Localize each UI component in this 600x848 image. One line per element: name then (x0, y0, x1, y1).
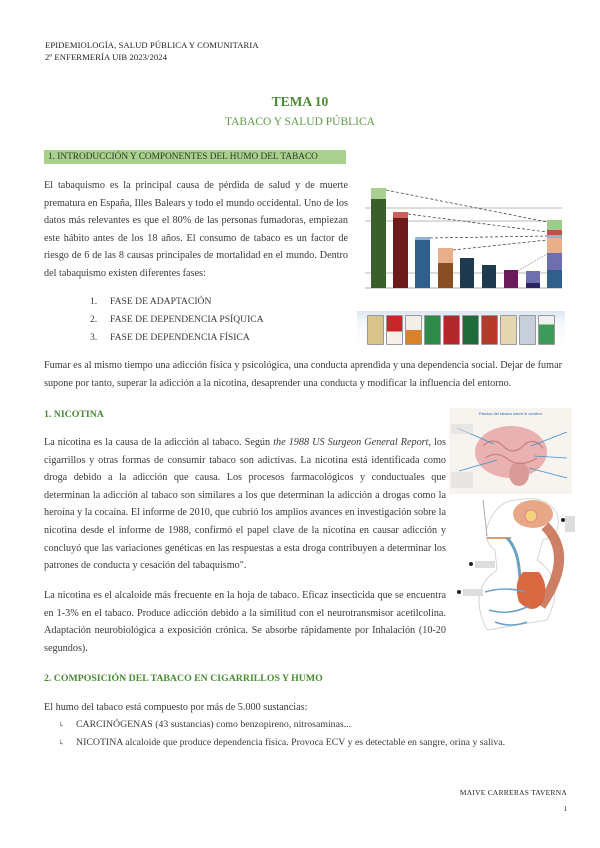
phase-item: 3. FASE DE DEPENDENCIA FÍSICA (90, 332, 250, 343)
bar-chart-graphic (357, 178, 565, 310)
cigarette-pack (481, 315, 498, 345)
section-heading-composicion: 2. COMPOSICIÓN DEL TABACO EN CIGARRILLOS Y HUMO (44, 673, 323, 684)
body-illustration (455, 492, 575, 642)
list-item: ↳ NICOTINA alcaloide que produce dependencia física. Provoca ECV y es detectable en sangre, orina y saliva. (58, 734, 505, 752)
degree-year: 2º ENFERMERÍA UIB 2023/2024 (45, 52, 168, 62)
report-title: the 1988 US Surgeon General Report (273, 437, 429, 448)
cigarette-pack (538, 315, 555, 345)
cigarette-pack (367, 315, 384, 345)
section-heading-intro: 1. INTRODUCCIÓN Y COMPONENTES DEL HUMO DEL TABACO (44, 150, 346, 164)
cigarette-pack (386, 315, 403, 345)
cigarette-packs-image (357, 311, 565, 347)
smoke-composition-intro: El humo del tabaco está compuesto por más de 5.000 sustancias: (44, 702, 308, 713)
page-header (45, 39, 259, 63)
cigarette-pack (500, 315, 517, 345)
mortality-bar-chart-figure (357, 178, 565, 310)
author-name: MAIVE CARRERAS TAVERNA (459, 788, 567, 797)
topic-number: TEMA 10 (271, 94, 329, 109)
phases-list (90, 293, 264, 347)
cigarette-pack (443, 315, 460, 345)
phase-item: 1. FASE DE ADAPTACIÓN (90, 296, 212, 307)
bullet-icon: ↳ (58, 720, 65, 729)
section-heading-nicotina: 1. NICOTINA (44, 409, 104, 420)
cigarette-pack (519, 315, 536, 345)
smoke-components-list (58, 716, 505, 752)
brain-effects-figure (449, 408, 572, 494)
title-block (0, 93, 600, 131)
intro-paragraph: El tabaquismo es la principal causa de pérdida de salud y de muerte prematura en España, Illes Balears y todo el mundo occidental. Uno de los datos más relevantes es que el 80% de las personas fumadoras, empiezan este hábito antes de los 18 años. El consumo de tabaco es un factor de riesgo de 6 de las 8 causas principales de mortalidad en el mundo. Dentro del tabaquismo existen diferentes fases: (44, 180, 348, 279)
course-name: EPIDEMIOLOGÍA, SALUD PÚBLICA Y COMUNITARIA (45, 40, 259, 50)
cigarette-pack (462, 315, 479, 345)
brain-figure-title: Efectos del tabaco sobre el cerebro (479, 411, 542, 416)
list-item: ↳ CARCINÓGENAS (43 sustancias) como benzopireno, nitrosaminas... (58, 716, 505, 734)
cigarette-pack (424, 315, 441, 345)
topic-title: TABACO Y SALUD PÚBLICA (225, 116, 375, 128)
addiction-paragraph: Fumar es al mismo tiempo una adicción física y psicológica, una conducta aprendida y una dependencia social. Dejar de fumar supone por tanto, superar la adicción a la nicotina, desaprender una conducta y modificar la influencia del entorno. (44, 360, 562, 389)
nicotine-pathway-figure (455, 492, 575, 642)
nicotine-paragraph-2: La nicotina es el alcaloide más frecuente en la hoja de tabaco. Eficaz insecticida que se encuentra en 1-3% en el tabaco. Produce adicción debido a la similitud con el neurotransmisor acetilcolina. Adaptación neurobiológica a exposición crónica. Se absorbe rápidamente por Inhalación (10-20 segundos). (44, 590, 446, 654)
bullet-icon: ↳ (58, 738, 65, 747)
page-number: 1 (563, 805, 567, 813)
nicotine-paragraph-1: La nicotina es la causa de la adicción al tabaco. Según the 1988 US Surgeon General Report, los cigarrillos y otras formas de consumir tabaco son adictivas. La nicotina está identificada como droga debido a la adicción que causa. Los procesos farmacológicos y conductuales que determinan la adicción al tabaco son similares a los que determinan la adicción a drogas como la heroína y la cocaína. El informe de 2010, que cubrió los amplios avances en investigación sobre la nicotina desde el informe de 1988, confirmó el papel clave de la nicotina en causar adicción y concluyó que las variaciones genéticas en las respuestas a esta droga contribuyen a determinar los patrones de conducta y cesación del tabaquismo". (44, 437, 446, 572)
cigarette-pack (405, 315, 422, 345)
brain-illustration (449, 416, 572, 494)
phase-item: 2. FASE DE DEPENDENCIA PSÍQUICA (90, 314, 264, 325)
